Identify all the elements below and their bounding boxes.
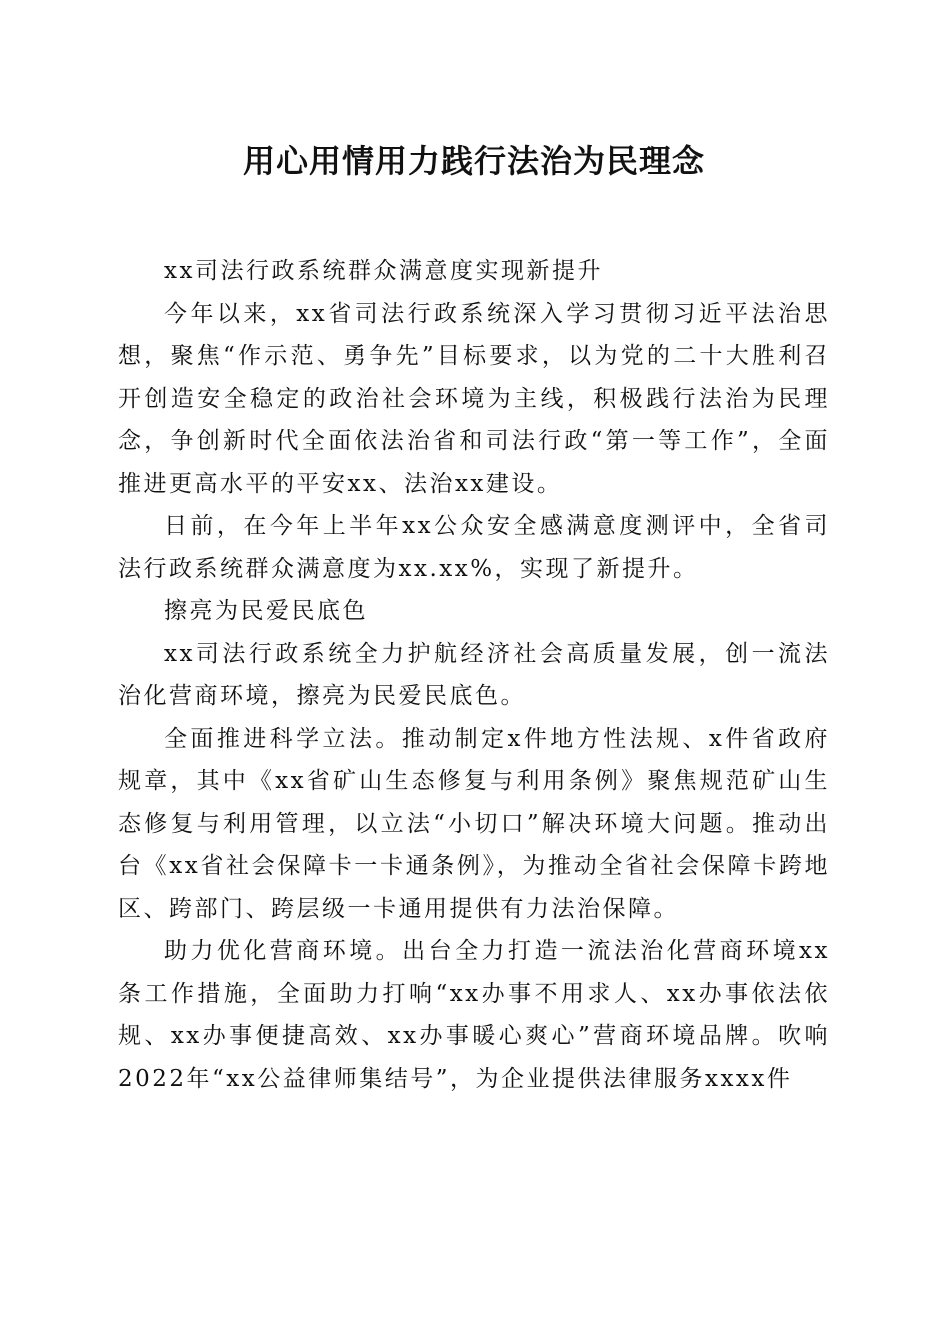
paragraph: 助力优化营商环境。出台全力打造一流法治化营商环境xx条工作措施，全面助力打响“xx办事不用求人、xx办事依法依规、xx办事便捷高效、xx办事暖心爽心”营商环境品牌。吹响2022年“xx公益律师集结号”，为企业提供法律服务xxxx件 bbox=[118, 938, 830, 1092]
document-body bbox=[118, 250, 830, 1100]
paragraph: 今年以来，xx省司法行政系统深入学习贯彻习近平法治思想，聚焦“作示范、勇争先”目标要求，以为党的二十大胜利召开创造安全稳定的政治社会环境为主线，积极践行法治为民理念，争创新时代全面依法治省和司法行政“第一等工作”，全面推进更高水平的平安xx、法治xx建设。 bbox=[118, 300, 830, 497]
section-heading: 擦亮为民爱民底色 bbox=[164, 598, 368, 624]
paragraph: xx司法行政系统全力护航经济社会高质量发展，创一流法治化营商环境，擦亮为民爱民底色。 bbox=[118, 640, 830, 709]
paragraph: 日前，在今年上半年xx公众安全感满意度测评中，全省司法行政系统群众满意度为xx.xx%，实现了新提升。 bbox=[118, 513, 830, 582]
paragraph-subtitle: xx司法行政系统群众满意度实现新提升 bbox=[164, 258, 603, 284]
paragraph: 全面推进科学立法。推动制定x件地方性法规、x件省政府规章，其中《xx省矿山生态修复与利用条例》聚焦规范矿山生态修复与利用管理，以立法“小切口”解决环境大问题。推动出台《xx省社会保障卡一卡通条例》，为推动全省社会保障卡跨地区、跨部门、跨层级一卡通用提供有力法治保障。 bbox=[118, 725, 830, 922]
document-title: 用心用情用力践行法治为民理念 bbox=[242, 142, 705, 180]
